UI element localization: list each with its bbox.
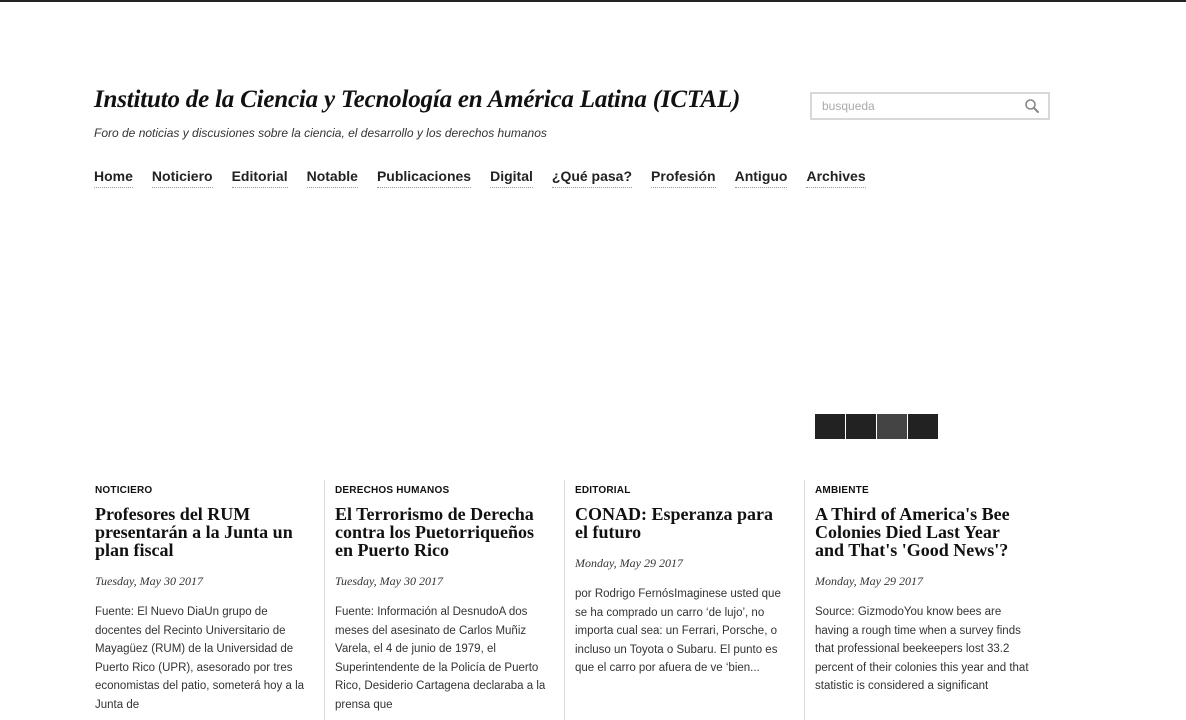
article-title[interactable]: El Terrorismo de Derecha contra los Puetorriqueños en Puerto Rico [335,504,534,560]
search-input[interactable] [812,94,1012,118]
article-date: Monday, May 29 2017 [815,574,923,588]
article-date: Tuesday, May 30 2017 [335,574,443,588]
article-title[interactable]: CONAD: Esperanza para el futuro [575,504,773,542]
article-category[interactable]: NOTICIERO [95,485,153,496]
search-box [810,92,1050,120]
nav-item-home[interactable]: Home [94,168,133,188]
article-list [84,480,1044,720]
slider-controls [815,414,938,439]
article-date: Monday, May 29 2017 [575,556,683,570]
article-card [84,480,324,720]
article-excerpt: por Rodrigo FernósImaginese usted que se ha comprado un carro ‘de lujo’, no importa cual sea: un Ferrari, Porsche, o incluso un Toyota o Subaru. El punto es que el carro por afuera de ve ‘bien... [575,588,781,674]
slide-button-1[interactable] [815,414,845,439]
nav-item-publicaciones[interactable]: Publicaciones [377,168,471,188]
nav-item-noticiero[interactable]: Noticiero [152,168,213,188]
site-title[interactable]: Instituto de la Ciencia y Tecnología en América Latina (ICTAL) [94,86,741,113]
article-excerpt: Fuente: Información al DesnudoA dos meses del asesinato de Carlos Muñiz Varela, el 4 de junio de 1979, el Superintendente de la Policía de Puerto Rico, Desiderio Cartagena declaraba a la prensa que [335,606,546,711]
nav-item-editorial[interactable]: Editorial [232,168,288,188]
nav-item-digital[interactable]: Digital [490,168,533,188]
main-nav [94,168,866,188]
nav-item-archives[interactable]: Archives [806,168,865,188]
nav-item-profesion[interactable]: Profesión [651,168,716,188]
article-excerpt: Fuente: El Nuevo DiaUn grupo de docentes del Recinto Universitario de Mayagüez (RUM) de la Universidad de Puerto Rico (UPR), asesorado por tres economistas del patio, someterá hoy a la Junta de [95,606,305,711]
article-category[interactable]: EDITORIAL [575,485,631,496]
nav-item-que-pasa[interactable]: ¿Qué pasa? [552,168,632,188]
nav-item-notable[interactable]: Notable [307,168,358,188]
top-border [0,0,1186,2]
slide-button-3[interactable] [877,414,907,439]
article-date: Tuesday, May 30 2017 [95,574,203,588]
article-category[interactable]: AMBIENTE [815,485,869,496]
article-card [564,480,804,720]
article-title[interactable]: Profesores del RUM presentarán a la Junta un plan fiscal [95,504,293,560]
article-card [804,480,1044,720]
slide-button-4[interactable] [908,414,938,439]
nav-item-antiguo[interactable]: Antiguo [735,168,788,188]
article-title[interactable]: A Third of America's Bee Colonies Died Last Year and That's 'Good News'? [815,504,1010,560]
site-tagline: Foro de noticias y discusiones sobre la ciencia, el desarrollo y los derechos humanos [94,126,547,140]
search-icon[interactable] [1024,98,1040,114]
article-excerpt: Source: GizmodoYou know bees are having a rough time when a survey finds that professional beekeepers lost 33.2 percent of their colonies this year and that statistic is considered a significant [815,606,1029,692]
article-card [324,480,564,720]
slide-button-2[interactable] [846,414,876,439]
article-category[interactable]: DERECHOS HUMANOS [335,485,450,496]
